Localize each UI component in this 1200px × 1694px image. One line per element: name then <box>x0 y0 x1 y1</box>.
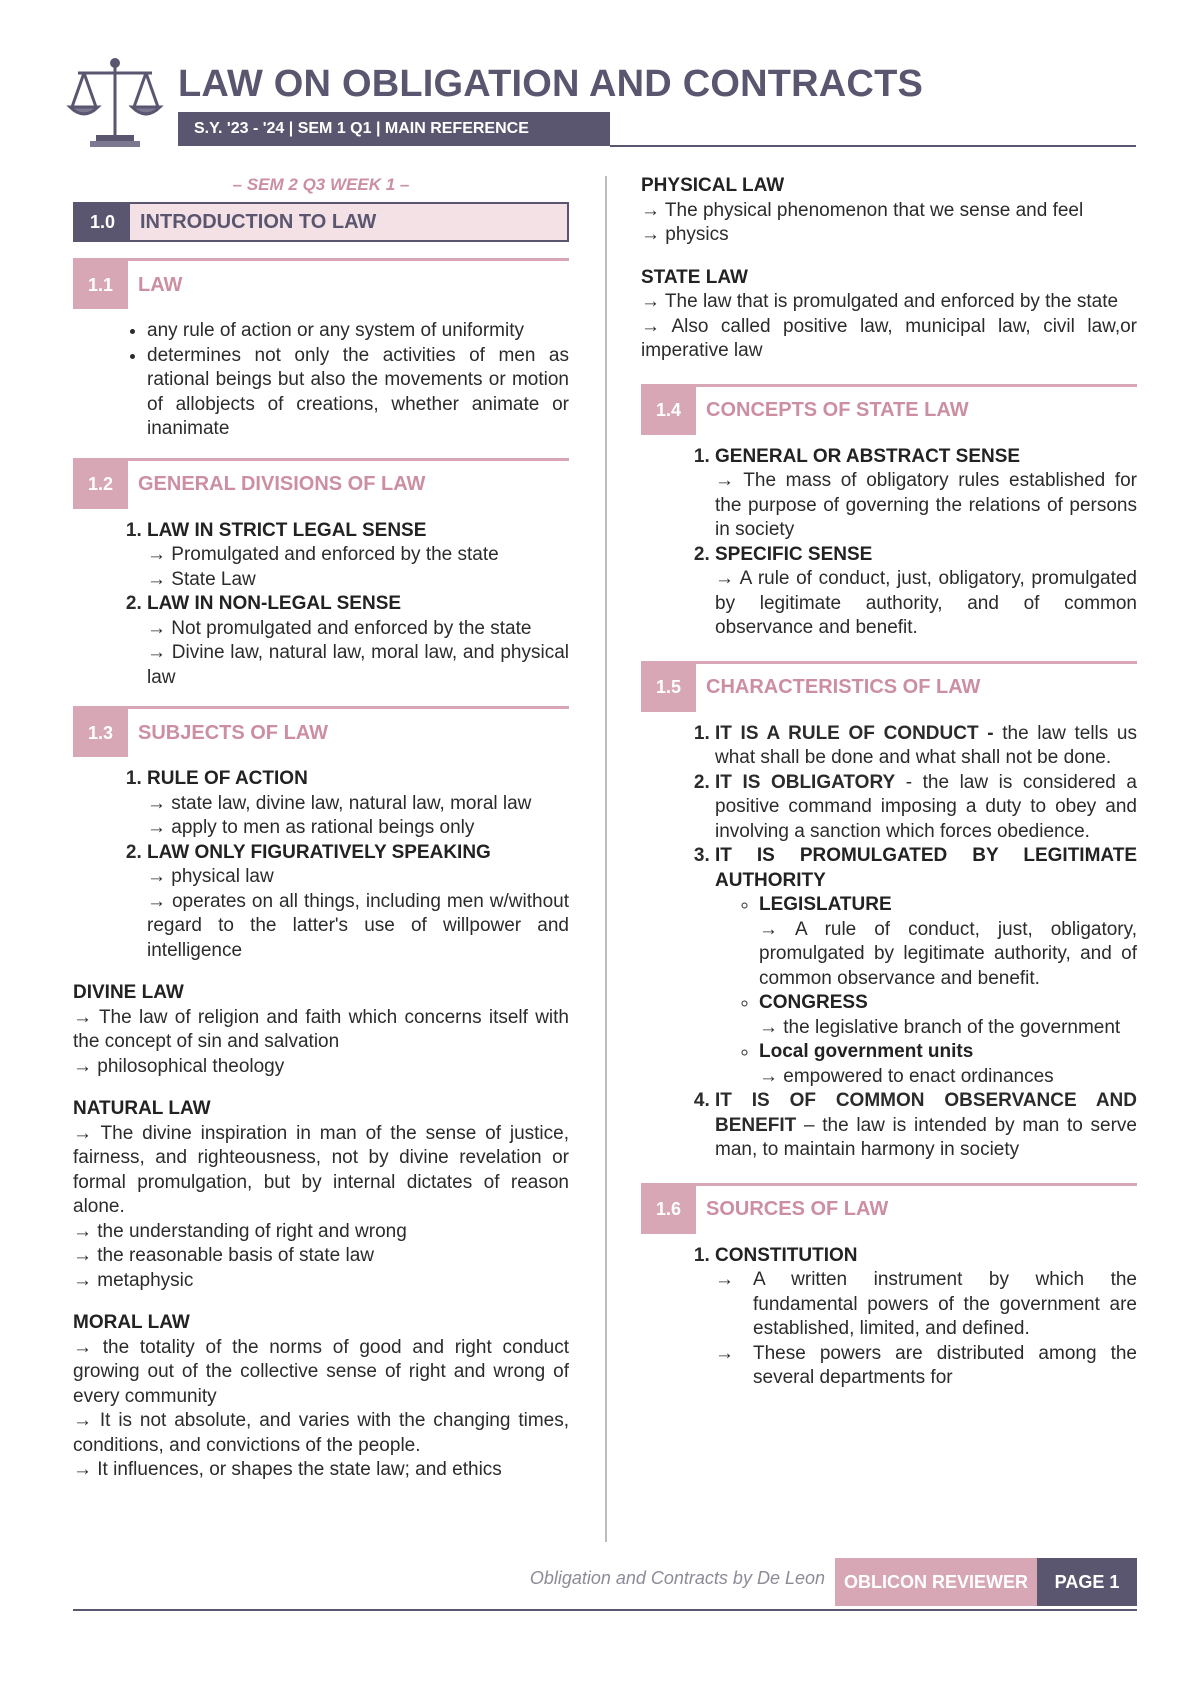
section-title: SOURCES OF LAW <box>706 1198 889 1221</box>
block-line: → The divine inspiration in man of the sense of justice, fairness, and righteousness, not by divine revelation or formal promulgation, but by internal dictates of reason alone. <box>73 1122 569 1217</box>
law-bullet-list <box>73 319 569 442</box>
item-desc: the law tells us what shall be done and what shall not be done. <box>715 722 1137 768</box>
natural-law-block <box>73 1097 569 1293</box>
list-item <box>147 519 569 593</box>
section-number: 1.3 <box>73 709 128 757</box>
footer-tag: OBLICON REVIEWER <box>835 1558 1037 1606</box>
section-1-3-header <box>73 706 569 757</box>
moral-law-block <box>73 1311 569 1483</box>
arrow-icon: → <box>715 1342 734 1364</box>
list-item <box>147 767 569 841</box>
block-line: → the totality of the norms of good and right conduct growing out of the collective sense of right and wrong of every community <box>73 1336 569 1407</box>
sub-title: Local government units <box>759 1041 974 1062</box>
block-line: → It is not absolute, and varies with the changing times, conditions, and convictions of the people. <box>73 1410 569 1456</box>
block-line: → The law of religion and faith which concerns itself with the concept of sin and salvation <box>73 1006 569 1052</box>
list-item <box>759 893 1137 991</box>
sources-list <box>641 1244 1137 1391</box>
block-line: → Also called positive law, municipal law, civil law,or imperative law <box>641 315 1137 361</box>
item-line: → state law, divine law, natural law, moral law <box>147 792 532 814</box>
page-number: PAGE 1 <box>1037 1558 1137 1606</box>
characteristics-list <box>641 722 1137 1163</box>
section-1-4-header <box>641 384 1137 435</box>
block-line: → philosophical theology <box>73 1055 285 1077</box>
list-item <box>147 841 569 964</box>
item-text <box>715 771 1137 845</box>
physical-law-block <box>641 174 1137 248</box>
item-title: CONSTITUTION <box>715 1244 858 1266</box>
item-line: → State Law <box>147 568 256 590</box>
item-line: → Not promulgated and enforced by the state <box>147 617 532 639</box>
section-title: SUBJECTS OF LAW <box>138 721 329 744</box>
block-line: → the reasonable basis of state law <box>73 1245 375 1266</box>
item-title: RULE OF ACTION <box>147 768 308 789</box>
item-title: LAW IN NON-LEGAL SENSE <box>147 593 402 614</box>
section-number: 1.4 <box>641 387 696 435</box>
section-number: 1.0 <box>75 204 130 240</box>
subjects-list <box>73 767 569 963</box>
section-1-2-header <box>73 458 569 509</box>
section-title: INTRODUCTION TO LAW <box>130 204 567 240</box>
section-1-6-header <box>641 1183 1137 1234</box>
section-1-1-header <box>73 258 569 309</box>
list-item <box>715 1089 1137 1163</box>
sub-line: → A rule of conduct, just, obligatory, promulgated by legitimate authority, and of common observance and benefit. <box>759 918 1137 989</box>
list-item: • any rule of action or any system of uniformity <box>147 319 569 344</box>
section-title: LAW <box>138 273 183 296</box>
section-number: 1.6 <box>641 1186 696 1234</box>
item-line: → Promulgated and enforced by the state <box>147 544 499 565</box>
item-title: 3. IT IS PROMULGATED BY LEGITIMATE AUTHORITY <box>715 845 1137 891</box>
left-column <box>73 174 569 1483</box>
sub-title: LEGISLATURE <box>759 894 892 915</box>
section-1-0-header <box>73 202 569 242</box>
authority-sublist <box>715 893 1137 1089</box>
item-title: IT IS OBLIGATORY <box>715 771 896 793</box>
section-title: CHARACTERISTICS OF LAW <box>706 676 981 699</box>
list-item <box>715 445 1137 543</box>
section-title: GENERAL DIVISIONS OF LAW <box>138 473 426 496</box>
list-item <box>147 592 569 690</box>
item-line: → operates on all things, including men w/without regard to the latter's use of willpower and intelligence <box>147 890 569 961</box>
item-title: LAW ONLY FIGURATIVELY SPEAKING <box>147 841 491 863</box>
sub-line: → the legislative branch of the government <box>759 1016 1121 1038</box>
week-label: – SEM 2 Q3 WEEK 1 – <box>232 175 410 194</box>
list-item <box>715 771 1137 845</box>
block-line: → metaphysic <box>73 1269 194 1291</box>
section-title: CONCEPTS OF STATE LAW <box>706 399 969 422</box>
block-title: STATE LAW <box>641 266 748 288</box>
item-title: IT IS OF COMMON OBSERVANCE AND BENEFIT <box>715 1090 1137 1136</box>
item-desc: - the law is considered a positive command imposing a duty to obey and involving a sanction which forces obedience. <box>715 771 1137 842</box>
item-line: → A rule of conduct, just, obligatory, promulgated by legitimate authority, and of common observance and benefit. <box>715 568 1137 638</box>
block-title: DIVINE LAW <box>73 982 184 1003</box>
list-item <box>759 991 1137 1040</box>
block-line: → The physical phenomenon that we sense and feel <box>641 199 1084 221</box>
sub-line-row <box>641 1342 1137 1391</box>
page-header <box>66 50 1136 152</box>
list-item <box>759 1040 1137 1089</box>
column-divider <box>605 176 607 1542</box>
section-number: 1.1 <box>73 261 128 309</box>
block-line: → The law that is promulgated and enforced by the state <box>641 291 1119 312</box>
page-title: LAW ON OBLIGATION AND CONTRACTS <box>178 63 924 105</box>
sub-line: These powers are distributed among the several departments for <box>753 1342 1137 1388</box>
item-line: → apply to men as rational beings only <box>147 817 475 838</box>
block-title: MORAL LAW <box>73 1312 190 1333</box>
block-line: → the understanding of right and wrong <box>73 1220 407 1242</box>
block-title: NATURAL LAW <box>73 1098 211 1119</box>
block-line: → It influences, or shapes the state law; and ethics <box>73 1459 502 1480</box>
list-item <box>715 844 1137 1089</box>
block-title: PHYSICAL LAW <box>641 175 785 196</box>
section-number: 1.2 <box>73 461 128 509</box>
block-line: → physics <box>641 224 729 245</box>
scales-of-justice-icon <box>66 55 164 151</box>
footer-reference: Obligation and Contracts by De Leon <box>529 1568 825 1588</box>
sub-title: CONGRESS <box>759 992 868 1013</box>
right-column <box>641 174 1137 1391</box>
item-title: IT IS A RULE OF CONDUCT - <box>715 722 994 744</box>
item-line: → The mass of obligatory rules established for the purpose of governing the relations of persons in society <box>715 470 1137 540</box>
item-title: LAW IN STRICT LEGAL SENSE <box>147 519 427 541</box>
list-item <box>715 722 1137 771</box>
header-rule <box>610 145 1136 147</box>
sub-line: → empowered to enact ordinances <box>759 1065 1054 1087</box>
sub-line: A written instrument by which the fundamental powers of the government are established, limited, and defined. <box>753 1269 1137 1339</box>
item-text <box>715 722 1137 771</box>
list-item: • determines not only the activities of men as rational beings but also the movements or motion of allobjects of creations, whether animate or inanimate <box>147 344 569 442</box>
item-title: SPECIFIC SENSE <box>715 543 873 565</box>
item-line: → physical law <box>147 866 274 887</box>
state-law-block <box>641 266 1137 364</box>
footer-rule <box>73 1609 1137 1611</box>
list-item <box>715 543 1137 641</box>
section-1-5-header <box>641 661 1137 712</box>
divine-law-block <box>73 981 569 1079</box>
section-number: 1.5 <box>641 664 696 712</box>
item-title: GENERAL OR ABSTRACT SENSE <box>715 445 1021 467</box>
item-line: → Divine law, natural law, moral law, and physical law <box>147 642 569 688</box>
subtitle-bar: S.Y. '23 - '24 | SEM 1 Q1 | MAIN REFERENCE <box>178 112 610 146</box>
item-desc: – the law is intended by man to serve man, to maintain harmony in society <box>715 1114 1137 1160</box>
list-item <box>715 1244 1137 1391</box>
item-text <box>715 1089 1137 1163</box>
arrow-icon: → <box>715 1269 734 1290</box>
divisions-list <box>73 519 569 691</box>
concepts-list <box>641 445 1137 641</box>
sub-line-row <box>641 1268 1137 1342</box>
